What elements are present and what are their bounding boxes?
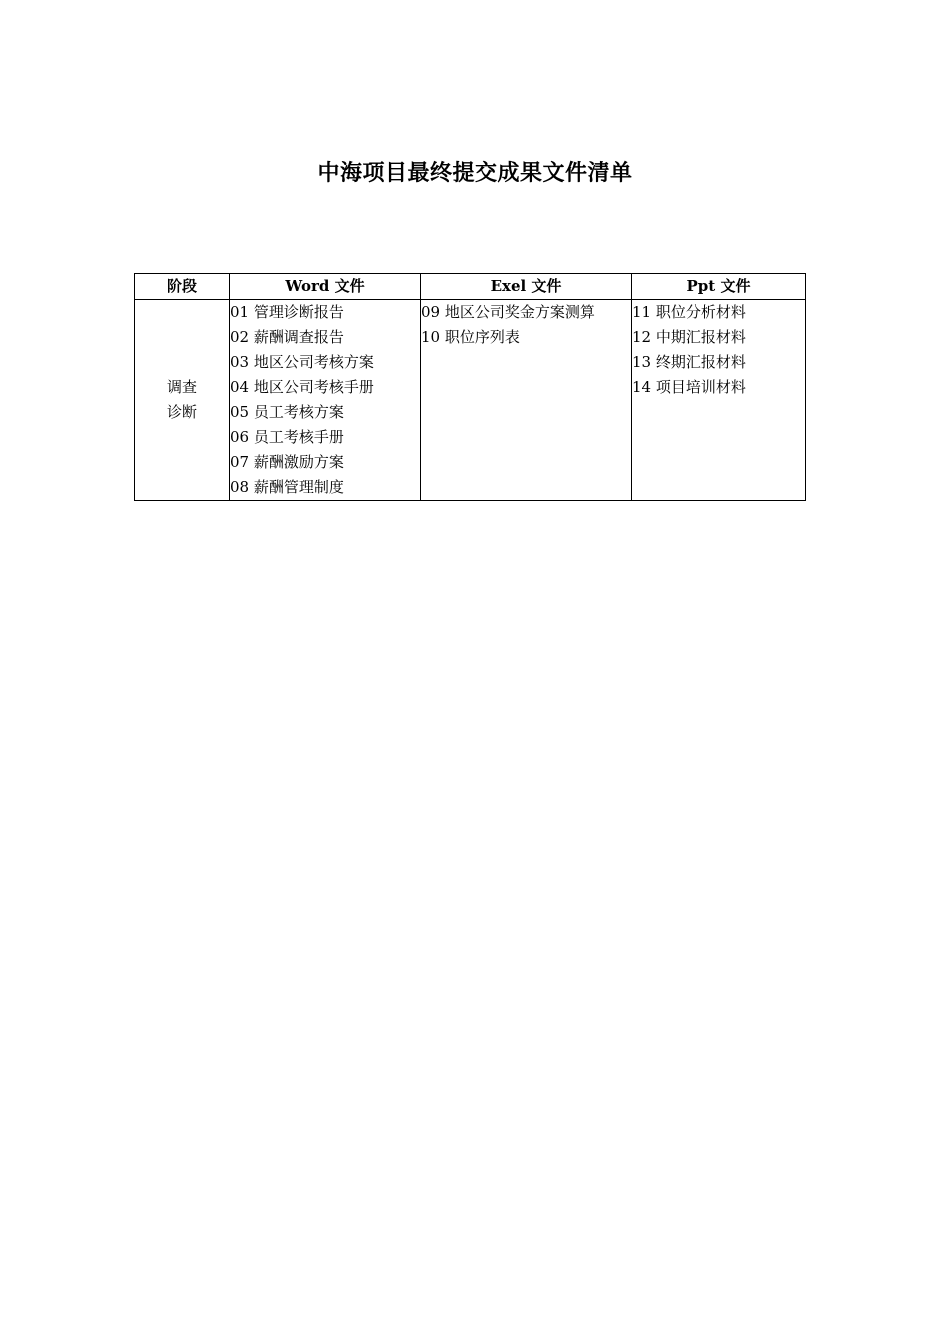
stage-label-line1: 调查: [166, 378, 197, 396]
word-file-list: [230, 300, 420, 500]
excel-file-list: [421, 300, 631, 350]
column-header-ppt: Ppt 文件: [632, 274, 806, 300]
list-item: 03 地区公司考核方案: [230, 353, 374, 371]
list-item: 07 薪酬激励方案: [230, 453, 344, 471]
column-header-stage: 阶段: [135, 274, 230, 300]
column-header-excel: Exel 文件: [421, 274, 632, 300]
list-item: 10 职位序列表: [421, 328, 520, 346]
table-header-row: [135, 274, 806, 300]
list-item: 01 管理诊断报告: [230, 303, 344, 321]
column-header-word: Word 文件: [230, 274, 421, 300]
list-item: 08 薪酬管理制度: [230, 478, 344, 496]
list-item: 13 终期汇报材料: [632, 353, 746, 371]
list-item: 02 薪酬调查报告: [230, 328, 344, 346]
list-item: 04 地区公司考核手册: [230, 378, 374, 396]
ppt-file-list: [632, 300, 805, 400]
deliverables-table: [134, 273, 806, 501]
list-item: 05 员工考核方案: [230, 403, 344, 421]
list-item: 06 员工考核手册: [230, 428, 344, 446]
page-title: 中海项目最终提交成果文件清单: [317, 161, 633, 186]
stage-cell: [135, 300, 230, 501]
table-row: [135, 300, 806, 501]
list-item: 12 中期汇报材料: [632, 328, 746, 346]
ppt-files-cell: [632, 300, 806, 501]
list-item: 09 地区公司奖金方案测算: [421, 303, 595, 321]
list-item: 14 项目培训材料: [632, 378, 746, 396]
stage-label-line2: 诊断: [166, 403, 197, 421]
word-files-cell: [230, 300, 421, 501]
excel-files-cell: [421, 300, 632, 501]
list-item: 11 职位分析材料: [632, 303, 746, 321]
